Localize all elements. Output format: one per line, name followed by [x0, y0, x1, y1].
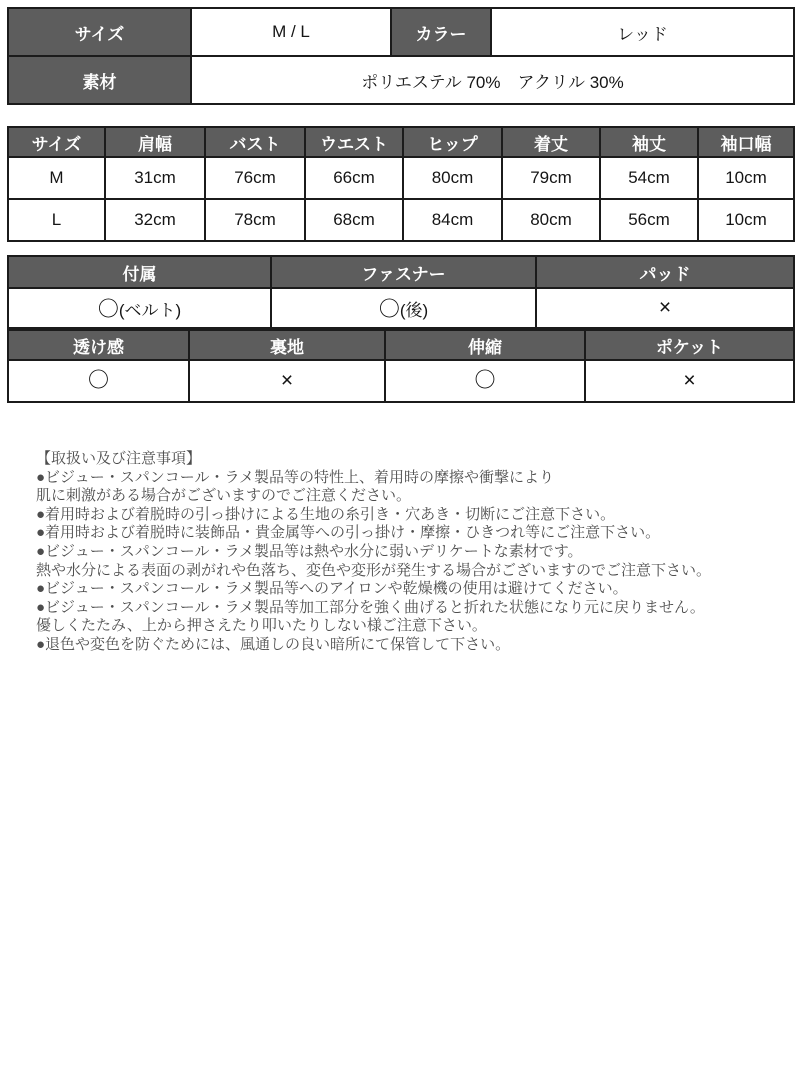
- m-cuff: 10cm: [698, 157, 794, 199]
- size-label: サイズ: [8, 8, 191, 56]
- details-value-row: [8, 360, 794, 402]
- sheer-value: [8, 360, 189, 402]
- col-header-sheer: 透け感: [8, 330, 189, 360]
- m-waist: 66cm: [305, 157, 403, 199]
- measurements-row-l: [8, 199, 794, 241]
- note-line: ●ビジュー・スパンコール・ラメ製品等加工部分を強く曲げると折れた状態になり元に戻りません。: [36, 598, 705, 616]
- accessory-mark: 〇: [97, 297, 119, 321]
- m-shoulder: 31cm: [105, 157, 205, 199]
- note-line: 肌に刺激がある場合がございますのでご注意ください。: [36, 487, 412, 505]
- m-bust: 76cm: [205, 157, 305, 199]
- col-header-pocket: ポケット: [585, 330, 794, 360]
- note-line: ●退色や変色を防ぐためには、風通しの良い暗所にて保管して下さい。: [36, 635, 511, 653]
- stretch-mark: 〇: [474, 369, 496, 392]
- col-header-length: 着丈: [502, 127, 600, 157]
- features-value-row: [8, 288, 794, 328]
- pocket-mark: ×: [683, 369, 696, 392]
- features-header-row: [8, 256, 794, 288]
- l-shoulder: 32cm: [105, 199, 205, 241]
- l-waist: 68cm: [305, 199, 403, 241]
- col-header-hip: ヒップ: [403, 127, 502, 157]
- material-value: ポリエステル 70% アクリル 30%: [191, 56, 794, 104]
- col-header-bust: バスト: [205, 127, 305, 157]
- details-table: [7, 329, 795, 403]
- measurements-header-row: [8, 127, 794, 157]
- lining-mark: ×: [280, 369, 294, 392]
- m-sleeve: 54cm: [600, 157, 698, 199]
- color-value: レッド: [491, 8, 794, 56]
- measurements-table: [7, 126, 795, 242]
- col-header-accessory: 付属: [8, 256, 271, 288]
- sheer-mark: 〇: [88, 369, 109, 392]
- pocket-value: [585, 360, 794, 402]
- measurements-row-m: [8, 157, 794, 199]
- l-cuff: 10cm: [698, 199, 794, 241]
- pad-value: [536, 288, 794, 328]
- col-header-pad: パッド: [536, 256, 794, 288]
- color-label: カラー: [391, 8, 491, 56]
- col-header-lining: 裏地: [189, 330, 385, 360]
- col-header-shoulder: 肩幅: [105, 127, 205, 157]
- fastener-mark: 〇: [378, 297, 400, 321]
- size-m: M: [8, 157, 105, 199]
- col-header-waist: ウエスト: [305, 127, 403, 157]
- col-header-stretch: 伸縮: [385, 330, 585, 360]
- m-hip: 80cm: [403, 157, 502, 199]
- note-line: ●着用時および着脱時に装飾品・貴金属等への引っ掛け・摩擦・ひきつれ等にご注意下さい。: [36, 524, 661, 542]
- size-l: L: [8, 199, 105, 241]
- col-header-size: サイズ: [8, 127, 105, 157]
- accessory-suffix: (ベルト): [118, 300, 182, 320]
- accessory-value: [8, 288, 271, 328]
- handling-notes: [7, 450, 795, 655]
- stretch-value: [385, 360, 585, 402]
- l-sleeve: 56cm: [600, 199, 698, 241]
- note-line: 優しくたたみ、上から押さえたり叩いたりしない様ご注意下さい。: [36, 617, 487, 635]
- col-header-fastener: ファスナー: [271, 256, 536, 288]
- fastener-suffix: (後): [399, 300, 429, 320]
- l-hip: 84cm: [403, 199, 502, 241]
- size-color-table: [7, 7, 795, 105]
- details-header-row: [8, 330, 794, 360]
- features-table: [7, 255, 795, 329]
- note-line: ●ビジュー・スパンコール・ラメ製品等の特性上、着用時の摩擦や衝撃により: [36, 468, 555, 486]
- pad-mark: ×: [658, 296, 672, 319]
- note-line: ●着用時および着脱時の引っ掛けによる生地の糸引き・穴あき・切断にご注意下さい。: [36, 505, 616, 523]
- col-header-sleeve: 袖丈: [600, 127, 698, 157]
- l-length: 80cm: [502, 199, 600, 241]
- note-line: 熱や水分による表面の剥がれや色落ち、変色や変形が発生する場合がございますのでご注意下さい。: [36, 561, 712, 579]
- l-bust: 78cm: [205, 199, 305, 241]
- fastener-value: [271, 288, 536, 328]
- lining-value: [189, 360, 385, 402]
- note-line: ●ビジュー・スパンコール・ラメ製品等へのアイロンや乾燥機の使用は避けてください。: [36, 580, 628, 598]
- size-value: M / L: [191, 8, 391, 56]
- col-header-cuff: 袖口幅: [698, 127, 794, 157]
- size-color-row: [8, 8, 794, 56]
- note-line: ●ビジュー・スパンコール・ラメ製品等は熱や水分に弱いデリケートな素材です。: [36, 542, 583, 560]
- material-label: 素材: [8, 56, 191, 104]
- material-row: [8, 56, 794, 104]
- notes-title: 【取扱い及び注意事項】: [36, 450, 202, 467]
- m-length: 79cm: [502, 157, 600, 199]
